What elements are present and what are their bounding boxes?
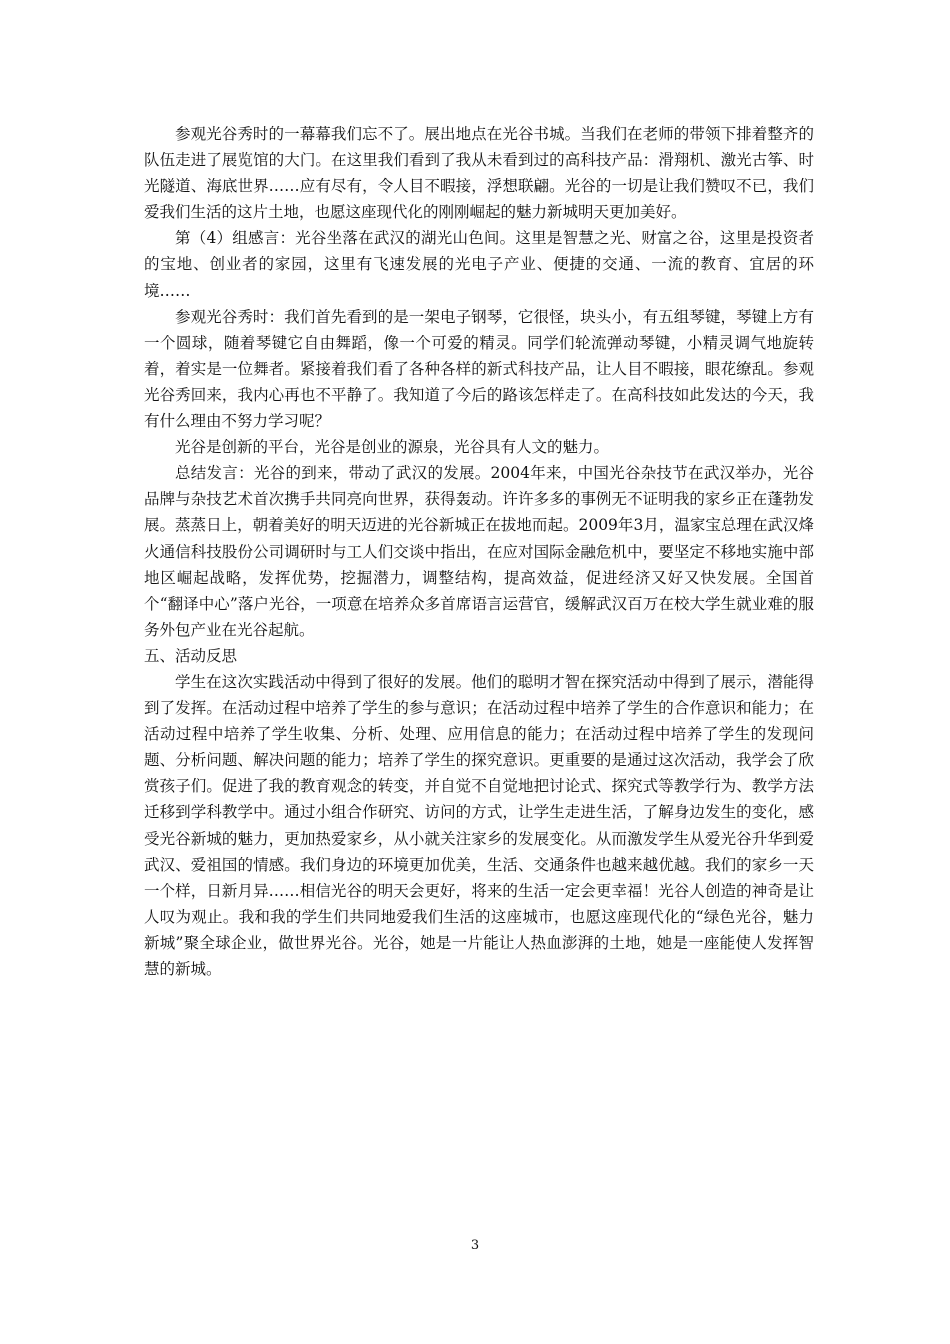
paragraph-group4-remarks: 第（4）组感言：光谷坐落在武汉的湖光山色间。这里是智慧之光、财富之谷，这里是投资者的宝地、创业者的家园，这里有飞速发展的光电子产业、便捷的交通、一流的教育、宜居的环境……: [144, 229, 814, 300]
paragraph-reflection: 学生在这次实践活动中得到了很好的发展。他们的聪明才智在探究活动中得到了展示，潜能得到了发挥。在活动过程中培养了学生的参与意识；在活动过程中培养了学生的合作意识和能力；在活动过程中培养了学生收集、分析、处理、应用信息的能力；在活动过程中培养了学生的发现问题、分析问题、解决问题的能力；培养了学生的探究意识。更重要的是通过这次活动，我学会了欣赏孩子们。促进了我的教育观念的转变，并自觉不自觉地把讨论式、探究式等教学行为、教学方法迁移到学科教学中。通过小组合作研究、访问的方式，让学生走进生活，了解身边发生的变化，感受光谷新城的魅力，更加热爱家乡，从小就关注家乡的发展变化。从而激发学生从爱光谷升华到爱武汉、爱祖国的情感。我们身边的环境更加优美，生活、交通条件也越来越优越。我们的家乡一天一个样，日新月异……相信光谷的明天会更好，将来的生活一定会更幸福！光谷人创造的神奇是让人叹为观止。我和我的学生们共同地爱我们生活的这座城市，也愿这座现代化的“绿色光谷，魅力新城”聚全球企业，做世界光谷。光谷，她是一片能让人热血澎湃的土地，她是一座能使人发挥智慧的新城。: [144, 672, 814, 978]
paragraph-exhibition-memory: 参观光谷秀时的一幕幕我们忘不了。展出地点在光谷书城。当我们在老师的带领下排着整齐的队伍走进了展览馆的大门。在这里我们看到了我从未看到过的高科技产品：滑翔机、激光古筝、时光隧道、海底世界……应有尽有，令人目不暇接，浮想联翩。光谷的一切是让我们赞叹不已，我们爱我们生活的这片土地，也愿这座现代化的刚刚崛起的魅力新城明天更加美好。: [144, 125, 814, 222]
paragraph-concluding-speech: 总结发言：光谷的到来，带动了武汉的发展。2004年来，中国光谷杂技节在武汉举办，光谷品牌与杂技艺术首次携手共同亮向世界，获得轰动。许许多多的事例无不证明我的家乡正在蓬勃发展。蒸蒸日上，朝着美好的明天迈进的光谷新城正在拔地而起。2009年3月，温家宝总理在武汉烽火通信科技股份公司调研时与工人们交谈中指出，在应对国际金融危机中，要坚定不移地实施中部地区崛起战略，发挥优势，挖掘潜力，调整结构，提高效益，促进经济又好又快发展。全国首个“翻译中心”落户光谷，一项意在培养众多首席语言运营官，缓解武汉百万在校大学生就业难的服务外包产业在光谷起航。: [144, 464, 814, 639]
page-number: 3: [470, 1238, 480, 1253]
paragraph-visit-piano: 参观光谷秀时：我们首先看到的是一架电子钢琴，它很怪，块头小，有五组琴键，琴键上方有一个圆球，随着琴键它自由舞蹈，像一个可爱的精灵。同学们轮流弹动琴键，小精灵调气地旋转着，着实是一位舞者。紧接着我们看了各种各样的新式科技产品，让人目不暇接，眼花缭乱。参观光谷秀回来，我内心再也不平静了。我知道了今后的路该怎样走了。在高科技如此发达的今天，我有什么理由不努力学习呢？: [144, 307, 814, 431]
document-body: [144, 121, 814, 982]
paragraph-optics-valley-summary: 光谷是创新的平台，光谷是创业的源泉，光谷具有人文的魅力。: [175, 438, 610, 457]
section-heading-reflection: 五、活动反思: [144, 646, 238, 665]
